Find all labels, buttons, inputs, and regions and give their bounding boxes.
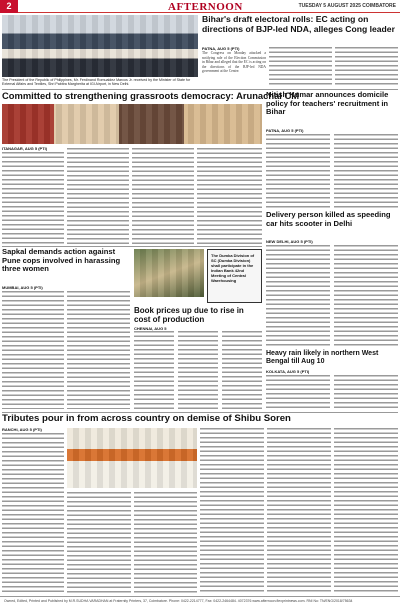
bihar-body-col-2 xyxy=(269,47,332,87)
arunachal-headline: Committed to strengthening grassroots democracy: Arunachal CM xyxy=(2,90,300,101)
issue-date: TUESDAY 5 AUGUST 2025 COIMBATORE xyxy=(298,3,396,9)
shibu-photo xyxy=(67,428,197,488)
shibu-body-col-6 xyxy=(334,428,398,593)
nitish-body-col-1 xyxy=(266,134,330,208)
delivery-body-col-1 xyxy=(266,245,330,347)
arunachal-body-col-4 xyxy=(197,148,262,244)
shibu-body-col-2 xyxy=(67,492,131,593)
rain-body-col-2 xyxy=(334,375,398,409)
sapkal-body-col-2 xyxy=(67,291,130,409)
bihar-lead: The Congress on Monday attacked a notifying rule of the Election Commission in Bihar and alleged that the EC is acting on the directions of the BJP-led NDA government at the Centre. xyxy=(202,51,266,73)
book-byline: CHENNAI, AUG 5 xyxy=(134,326,167,331)
sapkal-byline: MUMBAI, AUG 5 (PTI) xyxy=(2,285,43,290)
bihar-byline: PATNA, AUG 5 (PTI) xyxy=(202,46,240,51)
arunachal-byline: ITANAGAR, AUG 5 (PTI) xyxy=(2,146,48,151)
bihar-body-col-3 xyxy=(335,47,398,87)
book-body-col-2 xyxy=(178,331,218,409)
delivery-byline: NEW DELHI, AUG 5 (PTI) xyxy=(266,239,313,244)
shibu-byline: RANCHI, AUG 5 (PTI) xyxy=(2,427,42,432)
book-body-col-3 xyxy=(222,331,262,409)
shibu-body-col-5 xyxy=(267,428,331,593)
rain-headline: Heavy rain likely in northern West Bengal till Aug 10 xyxy=(266,350,379,365)
rain-byline: KOLKATA, AUG 5 (PTI) xyxy=(266,369,310,374)
shibu-body-col-1 xyxy=(2,433,64,593)
notice-ad xyxy=(207,249,262,303)
sapkal-body-col-1 xyxy=(2,291,64,409)
sapkal-headline: Sapkal demands action against Pune cops involved in harassing three women xyxy=(2,247,121,274)
arunachal-body-col-1 xyxy=(2,152,64,244)
arunachal-body-col-2 xyxy=(67,148,129,244)
arunachal-body-col-3 xyxy=(132,148,194,244)
top-photo-caption: The President of the Republic of Philippines, Mr. Ferdinand Romualdez Marcos Jr. received by the Minister of State for External Affairs and Textiles, Shri Pabitra Margherita at IGI Airport, in New Delhi. xyxy=(2,78,191,87)
nitish-byline: PATNA, AUG 5 (PTI) xyxy=(266,128,304,133)
top-photo xyxy=(2,15,198,77)
masthead xyxy=(0,0,400,13)
book-headline: Book prices up due to rise in cost of production xyxy=(134,306,244,324)
book-photo xyxy=(134,249,204,297)
bihar-headline: Bihar's draft electoral rolls: EC acting on directions of BJP-led NDA, alleges Cong leader xyxy=(202,14,395,34)
newspaper-title: AFTERNOON xyxy=(168,1,243,13)
nitish-body-col-2 xyxy=(334,134,398,208)
shibu-headline: Tributes pour in from across country on demise of Shibu Soren xyxy=(2,413,291,424)
shibu-body-col-3 xyxy=(134,492,197,593)
delivery-headline: Delivery person killed as speeding car hits scooter in Delhi xyxy=(266,210,391,228)
book-body-col-1 xyxy=(134,331,174,409)
page-number: 2 xyxy=(0,0,18,13)
rain-body-col-1 xyxy=(266,375,330,409)
imprint-line: Owned, Edited, Printed and Published by M.R.SUDHA VARADHAN at Fraternity Printers, 37, Coimbatore. Phone: 0422-2214777, Fax: 0422-2464484. 4072376 www.afternoon.flexprintnews.com. RNI No: TN/ENG/2018/75634 xyxy=(0,596,400,604)
nitish-headline: Nitish Kumar announces domicile policy for teachers' recruitment in Bihar xyxy=(266,90,389,117)
arunachal-photo xyxy=(2,104,262,144)
delivery-body-col-2 xyxy=(334,245,398,347)
ad-line: The Dumka Division of SC (Dumka Division) shall participate in the Indian Bank 42nd Meeting of Central Warehousing xyxy=(211,253,255,283)
shibu-body-col-4 xyxy=(200,428,264,593)
